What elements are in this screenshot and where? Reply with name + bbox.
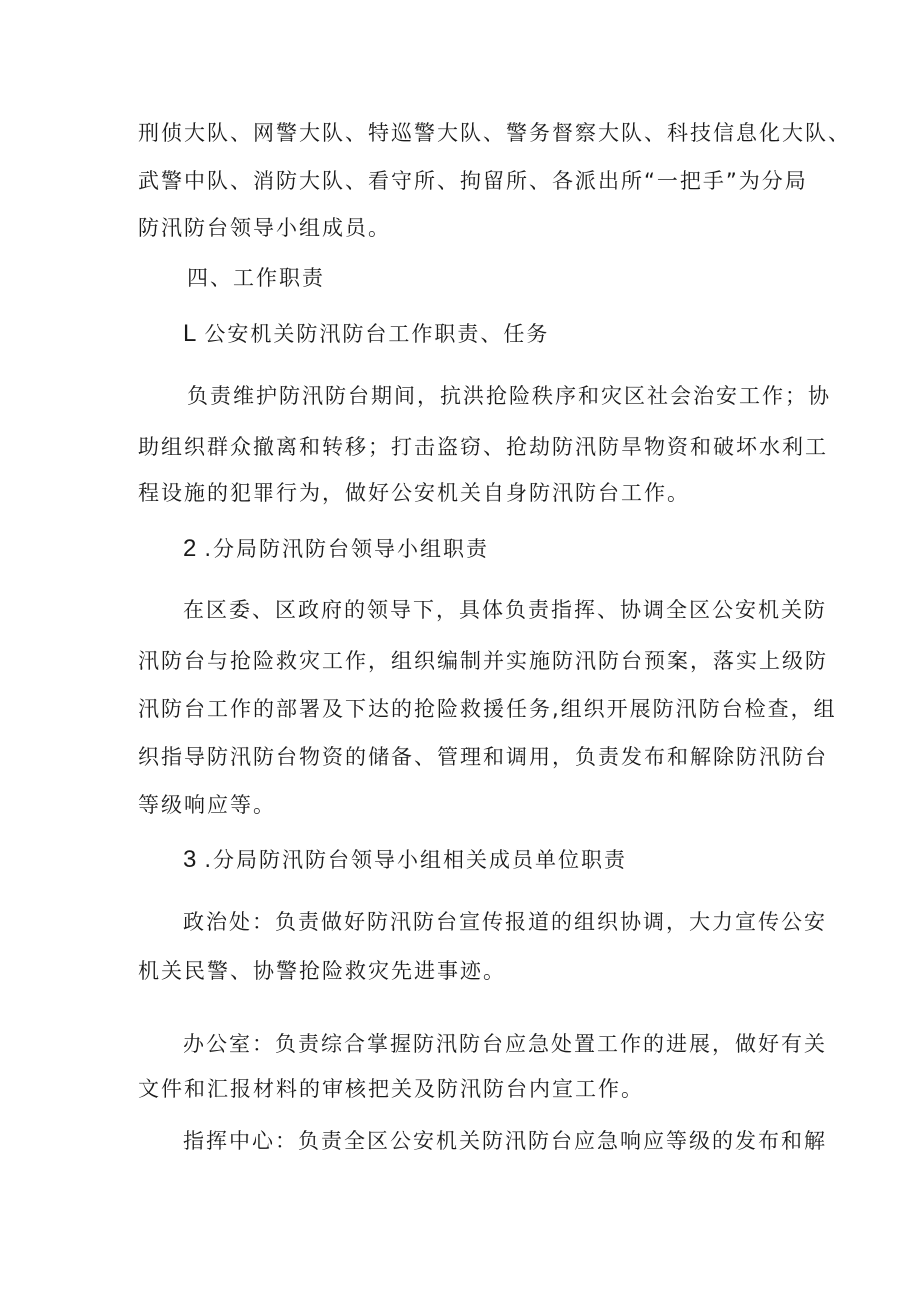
subsection-heading-3 xyxy=(183,846,627,874)
subsection-title-1: 公安机关防汛防台工作职责、任务 xyxy=(204,322,550,346)
item-marker-2: 2 xyxy=(183,535,197,562)
subsection-title-3: .分局防汛防台领导小组相关成员单位职责 xyxy=(204,848,628,872)
paragraph-line: 刑侦大队、网警大队、特巡警大队、警务督察大队、科技信息化大队、 xyxy=(138,121,851,145)
subsection-heading-1 xyxy=(183,320,549,348)
paragraph-line: 政治处：负责做好防汛防台宣传报道的组织协调，大力宣传公安 xyxy=(183,910,827,934)
paragraph-line: 办公室：负责综合掌握防汛防台应急处置工作的进展，做好有关 xyxy=(183,1032,827,1056)
paragraph-line: 等级响应等。 xyxy=(138,793,276,817)
paragraph-line: 防汛防台领导小组成员。 xyxy=(138,216,391,240)
paragraph-line: 汛防台与抢险救灾工作，组织编制并实施防汛防台预案，落实上级防 xyxy=(138,649,828,673)
paragraph-line: 在区委、区政府的领导下，具体负责指挥、协调全区公安机关防 xyxy=(183,598,827,622)
subsection-heading-2 xyxy=(183,535,489,563)
paragraph-line: 指挥中心：负责全区公安机关防汛防台应急响应等级的发布和解 xyxy=(183,1129,827,1153)
paragraph-line: 织指导防汛防台物资的储备、管理和调用，负责发布和解除防汛防台 xyxy=(138,745,828,769)
paragraph-line: 负责维护防汛防台期间，抗洪抢险秩序和灾区社会治安工作；协 xyxy=(187,384,831,408)
item-marker-1: L xyxy=(183,320,197,347)
item-marker-3: 3 xyxy=(183,846,197,873)
paragraph-line: 程设施的犯罪行为，做好公安机关自身防汛防台工作。 xyxy=(138,481,690,505)
paragraph-line: 文件和汇报材料的审核把关及防汛防台内宣工作。 xyxy=(138,1077,644,1101)
paragraph-line: 机关民警、协警抢险救灾先进事迹。 xyxy=(138,959,506,983)
paragraph-line: 汛防台工作的部署及下达的抢险救援任务,组织开展防汛防台检查，组 xyxy=(138,697,837,721)
subsection-title-2: .分局防汛防台领导小组职责 xyxy=(204,537,490,561)
paragraph-line: 助组织群众撤离和转移；打击盗窃、抢劫防汛防旱物资和破坏水利工 xyxy=(138,435,828,459)
section-heading: 四、工作职责 xyxy=(187,266,325,290)
paragraph-line: 武警中队、消防大队、看守所、拘留所、各派出所“一把手”为分局 xyxy=(138,169,808,193)
